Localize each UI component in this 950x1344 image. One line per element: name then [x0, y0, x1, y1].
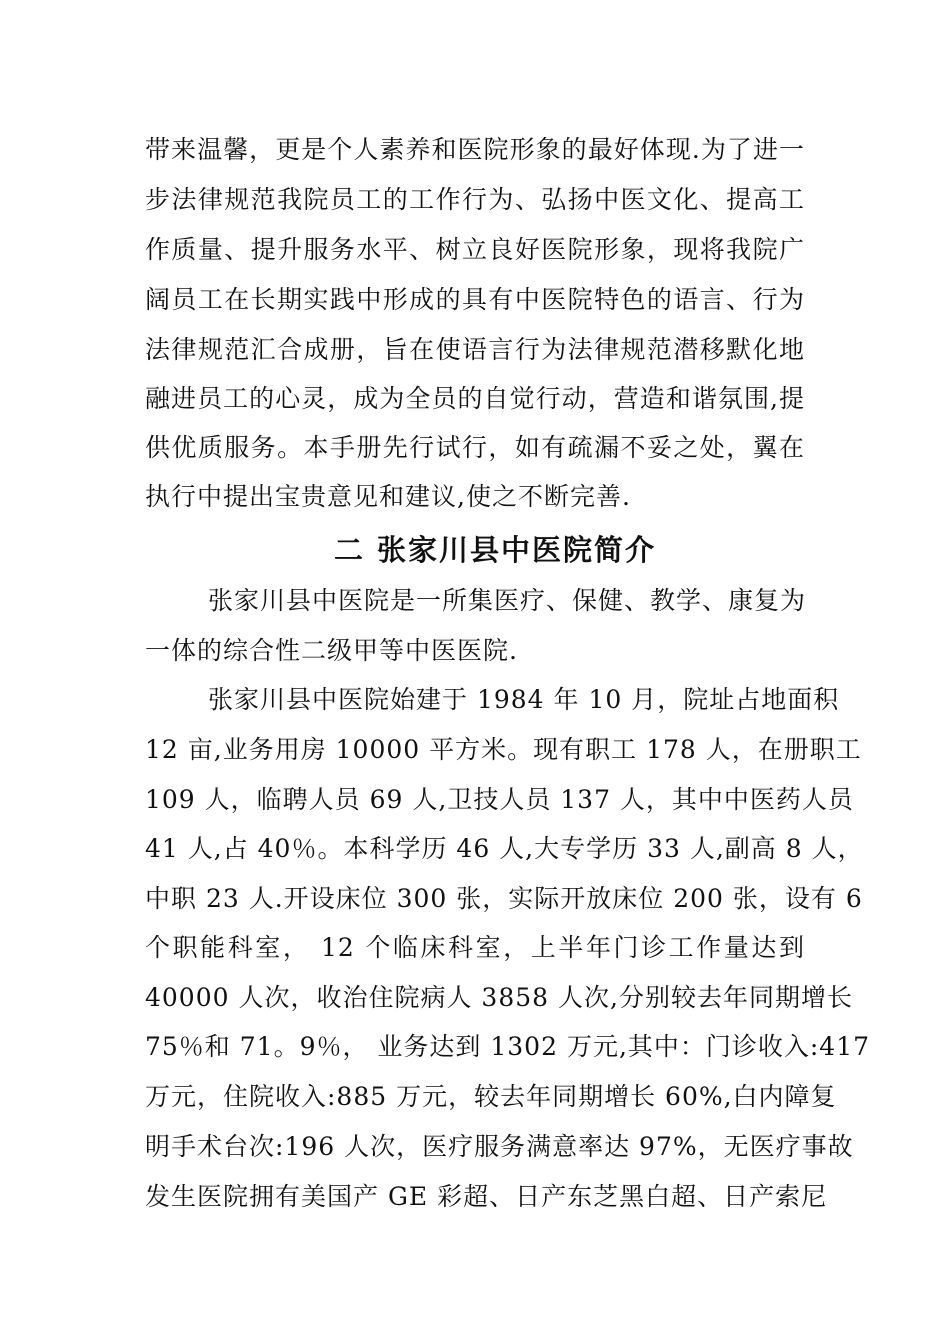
text-line: 带来温馨，更是个人素养和医院形象的最好体现.为了进一 [145, 135, 805, 164]
text-line: 万元，住院收入:885 万元，较去年同期增长 60%,白内障复 [145, 1082, 837, 1111]
text-line: 40000 人次，收治住院病人 3858 人次,分别较去年同期增长 [145, 983, 853, 1012]
text-line: 41 人,占 40％。本科学历 46 人,大专学历 33 人,副高 8 人， [145, 834, 864, 863]
text-line: 作质量、提升服务水平、树立良好医院形象，现将我院广 [145, 235, 805, 264]
section-heading: 二 张家川县中医院简介 [333, 533, 657, 567]
text-line: 一体的综合性二级甲等中医医院. [145, 636, 518, 665]
text-line: 融进员工的心灵，成为全员的自觉行动，营造和谐氛围,提 [145, 384, 805, 413]
text-line: 发生医院拥有美国产 GE 彩超、日产东芝黑白超、日产索尼 [145, 1182, 828, 1211]
text-line: 执行中提出宝贵意见和建议,使之不断完善. [145, 482, 631, 511]
text-line: 75％和 71。9％， 业务达到 1302 万元,其中：门诊收入:417 [145, 1032, 871, 1061]
text-line: 张家川县中医院是一所集医疗、保健、教学、康复为 [208, 586, 807, 615]
text-line: 个职能科室， 12 个临床科室，上半年门诊工作量达到 [145, 933, 805, 962]
text-line: 109 人，临聘人员 69 人,卫技人员 137 人，其中中医药人员 [145, 785, 854, 814]
text-line: 法律规范汇合成册，旨在使语言行为法律规范潜移默化地 [145, 335, 805, 364]
text-line: 步法律规范我院员工的工作行为、弘扬中医文化、提高工 [145, 185, 805, 214]
text-line: 明手术台次:196 人次，医疗服务满意率达 97%，无医疗事故 [145, 1132, 854, 1161]
text-line: 中职 23 人.开设床位 300 张，实际开放床位 200 张，设有 6 [145, 884, 863, 913]
text-line: 供优质服务。本手册先行试行，如有疏漏不妥之处，翼在 [145, 433, 805, 462]
text-line: 阔员工在长期实践中形成的具有中医院特色的语言、行为 [145, 285, 805, 314]
text-line: 张家川县中医院始建于 1984 年 10 月，院址占地面积 [208, 685, 840, 714]
text-line: 12 亩,业务用房 10000 平方米。现有职工 178 人，在册职工 [145, 735, 862, 764]
